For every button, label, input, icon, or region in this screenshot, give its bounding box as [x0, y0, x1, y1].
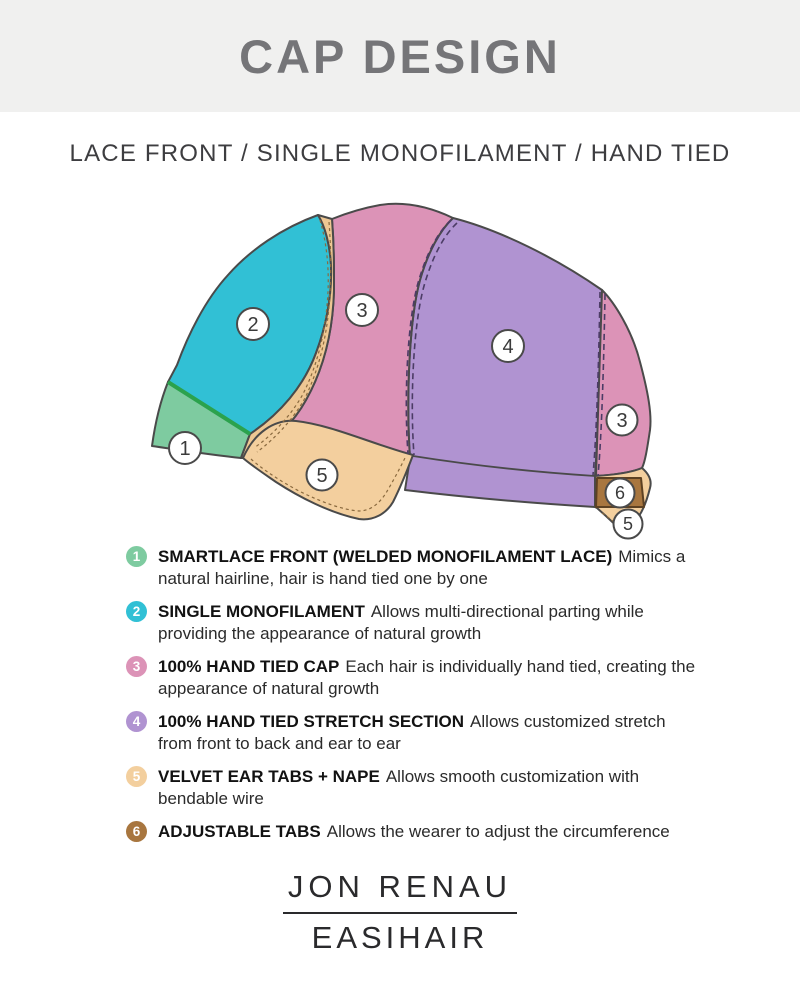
- legend-title-1: SMARTLACE FRONT (WELDED MONOFILAMENT LACE): [158, 547, 613, 566]
- legend-title-3: 100% HAND TIED CAP: [158, 657, 340, 676]
- legend-badge-3: 3: [126, 656, 147, 677]
- label-number-5-ear: 5: [316, 465, 328, 487]
- legend-title-4: 100% HAND TIED STRETCH SECTION: [158, 712, 465, 731]
- label-number-3-back: 3: [616, 410, 628, 432]
- legend-item-6: [126, 821, 698, 843]
- legend-description-5: Allows smooth customization with bendable wire: [158, 767, 640, 808]
- legend-item-2: [126, 601, 698, 644]
- label-number-1: 1: [179, 438, 191, 460]
- legend-item-4: [126, 711, 698, 754]
- legend-badge-4: 4: [126, 711, 147, 732]
- brand-name-top: JON RENAU: [283, 869, 517, 914]
- legend-title-6: ADJUSTABLE TABS: [158, 822, 321, 841]
- legend-description-2: Allows multi-directional parting while providing the appearance of natural growth: [158, 602, 644, 643]
- legend-item-1: [126, 546, 698, 589]
- page-title: CAP DESIGN: [239, 29, 561, 83]
- legend: [126, 546, 698, 855]
- legend-description-6: Allows the wearer to adjust the circumference: [326, 822, 670, 841]
- subtitle: LACE FRONT / SINGLE MONOFILAMENT / HAND TIED: [69, 140, 731, 167]
- region-4-stretch-section: [405, 218, 602, 507]
- legend-badge-2: 2: [126, 601, 147, 622]
- label-number-3-front: 3: [356, 300, 368, 322]
- legend-description-4: Allows customized stretch from front to back and ear to ear: [158, 712, 666, 753]
- brand-name-bottom: EASIHAIR: [311, 920, 489, 955]
- brand-logo: [0, 869, 800, 956]
- label-number-5-nape: 5: [622, 514, 634, 534]
- legend-title-5: VELVET EAR TABS + NAPE: [158, 767, 380, 786]
- label-number-2: 2: [247, 314, 259, 336]
- legend-item-5: [126, 766, 698, 809]
- legend-item-3: [126, 656, 698, 699]
- legend-description-1: Mimics a natural hairline, hair is hand tied one by one: [158, 547, 686, 588]
- label-number-4: 4: [502, 336, 514, 358]
- legend-title-2: SINGLE MONOFILAMENT: [158, 602, 365, 621]
- label-number-6: 6: [614, 483, 626, 503]
- legend-badge-1: 1: [126, 546, 147, 567]
- legend-description-3: Each hair is individually hand tied, creating the appearance of natural growth: [158, 657, 696, 698]
- legend-badge-5: 5: [126, 766, 147, 787]
- legend-badge-6: 6: [126, 821, 147, 842]
